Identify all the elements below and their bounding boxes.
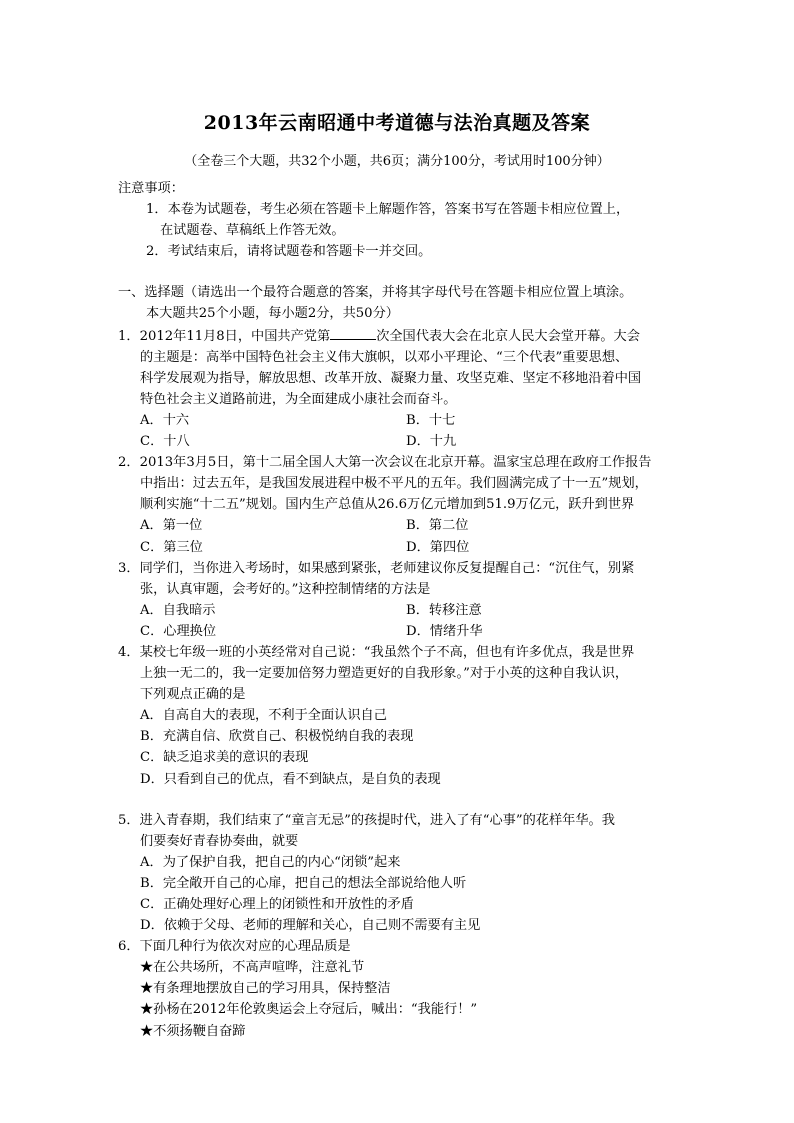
notice-item: 2．考试结束后，请将试题卷和答题卡一并交回。 bbox=[146, 244, 432, 260]
question-4: 4．某校七年级一班的小英经常对自己说：“我虽然个子不高，但也有许多优点，我是世界 bbox=[118, 644, 635, 660]
question-text: 中指出：过去五年，是我国发展进程中极不平凡的五年。我们圆满完成了十一五”规划， bbox=[140, 476, 648, 492]
option-b: B．完全敞开自己的心扉，把自己的想法全部说给他人听 bbox=[140, 875, 467, 891]
option-b: B．十七 bbox=[406, 412, 456, 428]
spacer bbox=[118, 262, 678, 282]
exam-body bbox=[118, 178, 678, 1042]
option-a: A．十六 bbox=[140, 412, 190, 428]
options-row bbox=[118, 621, 678, 642]
option-c: C．第三位 bbox=[140, 539, 203, 555]
statement-2: ★有条理地摆放自己的学习用具，保持整洁 bbox=[140, 981, 391, 997]
options-row bbox=[118, 600, 678, 621]
question-1 bbox=[118, 325, 678, 347]
option-d: D．第四位 bbox=[406, 539, 470, 555]
option-a: A．第一位 bbox=[140, 518, 203, 534]
question-2: 2．2013年3月5日，第十二届全国人大第一次会议在北京开幕。温家宝总理在政府工作报告 bbox=[118, 455, 652, 471]
question-text: 1．2012年11月8日，中国共产党第 bbox=[118, 328, 331, 344]
option-a: A．为了保护自我，把自己的内心“闭锁”起来 bbox=[140, 854, 401, 870]
statement-3: ★孙杨在2012年伦敦奥运会上夺冠后，喊出：“我能行！” bbox=[140, 1002, 478, 1018]
statement-4: ★不须扬鞭自奋蹄 bbox=[140, 1023, 246, 1039]
option-c: C．十八 bbox=[140, 434, 190, 450]
options-row bbox=[118, 537, 678, 558]
option-d: D．依赖于父母、老师的理解和关心，自己则不需要有主见 bbox=[140, 918, 481, 934]
answer-blank bbox=[330, 325, 376, 340]
option-d: D．情绪升华 bbox=[406, 623, 483, 639]
question-text: 的主题是：高举中国特色社会主义伟大旗帜，以邓小平理论、“三个代表”重要思想、 bbox=[140, 349, 629, 365]
question-text: 特色社会主义道路前进，为全面建成小康社会而奋斗。 bbox=[140, 391, 457, 407]
question-text: 们要奏好青春协奏曲，就要 bbox=[140, 833, 299, 849]
question-text: 次全国代表大会在北京人民大会堂开幕。大会 bbox=[376, 328, 640, 344]
notice-item: 1．本卷为试题卷，考生必须在答题卡上解题作答，答案书写在答题卡相应位置上， bbox=[146, 202, 630, 218]
question-text: 张，认真审题，会考好的。”这种控制情绪的方法是 bbox=[140, 581, 431, 597]
option-d: D．只看到自己的优点，看不到缺点，是自负的表现 bbox=[140, 771, 441, 787]
page-title: 2013年云南昭通中考道德与法治真题及答案 bbox=[203, 112, 591, 134]
option-a: A．自我暗示 bbox=[140, 602, 216, 618]
options-row bbox=[118, 410, 678, 431]
option-b: B．充满自信、欣赏自己、积极悦纳自我的表现 bbox=[140, 729, 414, 745]
question-text: 上独一无二的，我一定要加倍努力塑造更好的自我形象。”对于小英的这种自我认识， bbox=[140, 666, 629, 682]
question-5: 5．进入青春期，我们结束了“童言无忌”的孩提时代，进入了有“心事”的花样年华。我 bbox=[118, 812, 615, 828]
question-3: 3．同学们，当你进入考场时，如果感到紧张，老师建议你反复提醒自己：“沉住气，别紧 bbox=[118, 560, 635, 576]
option-d: D．十九 bbox=[406, 434, 457, 450]
question-text: 顺利实施“十二五”规划。国内生产总值从26.6万亿元增加到51.9万亿元，跃升到世界 bbox=[140, 497, 635, 513]
notice-item-cont: 在试题卷、草稿纸上作答无效。 bbox=[160, 223, 345, 239]
option-a: A．自高自大的表现，不利于全面认识自己 bbox=[140, 708, 387, 724]
options-row bbox=[118, 431, 678, 452]
option-b: B．转移注意 bbox=[406, 602, 482, 618]
option-b: B．第二位 bbox=[406, 518, 469, 534]
question-text: 科学发展观为指导，解放思想、改革开放、凝聚力量、攻坚克难、坚定不移地沿着中国 bbox=[140, 370, 642, 386]
question-6: 6．下面几种行为依次对应的心理品质是 bbox=[118, 939, 351, 955]
spacer bbox=[118, 790, 678, 810]
option-c: C．缺乏追求美的意识的表现 bbox=[140, 750, 309, 766]
question-text: 下列观点正确的是 bbox=[140, 687, 246, 703]
exam-info: （全卷三个大题，共32个小题，共6页；满分100分，考试用时100分钟） bbox=[184, 154, 610, 169]
section-heading-cont: 本大题共25个小题，每小题2分，共50分） bbox=[146, 306, 399, 322]
notice-heading: 注意事项： bbox=[118, 181, 184, 196]
option-c: C．正确处理好心理上的闭锁性和开放性的矛盾 bbox=[140, 897, 414, 912]
section-heading: 一、选择题（请选出一个最符合题意的答案，并将其字母代号在答题卡相应位置上填涂。 bbox=[118, 285, 633, 301]
options-row bbox=[118, 515, 678, 536]
option-c: C．心理换位 bbox=[140, 623, 217, 639]
statement-1: ★在公共场所，不高声喧哗，注意礼节 bbox=[140, 960, 365, 976]
